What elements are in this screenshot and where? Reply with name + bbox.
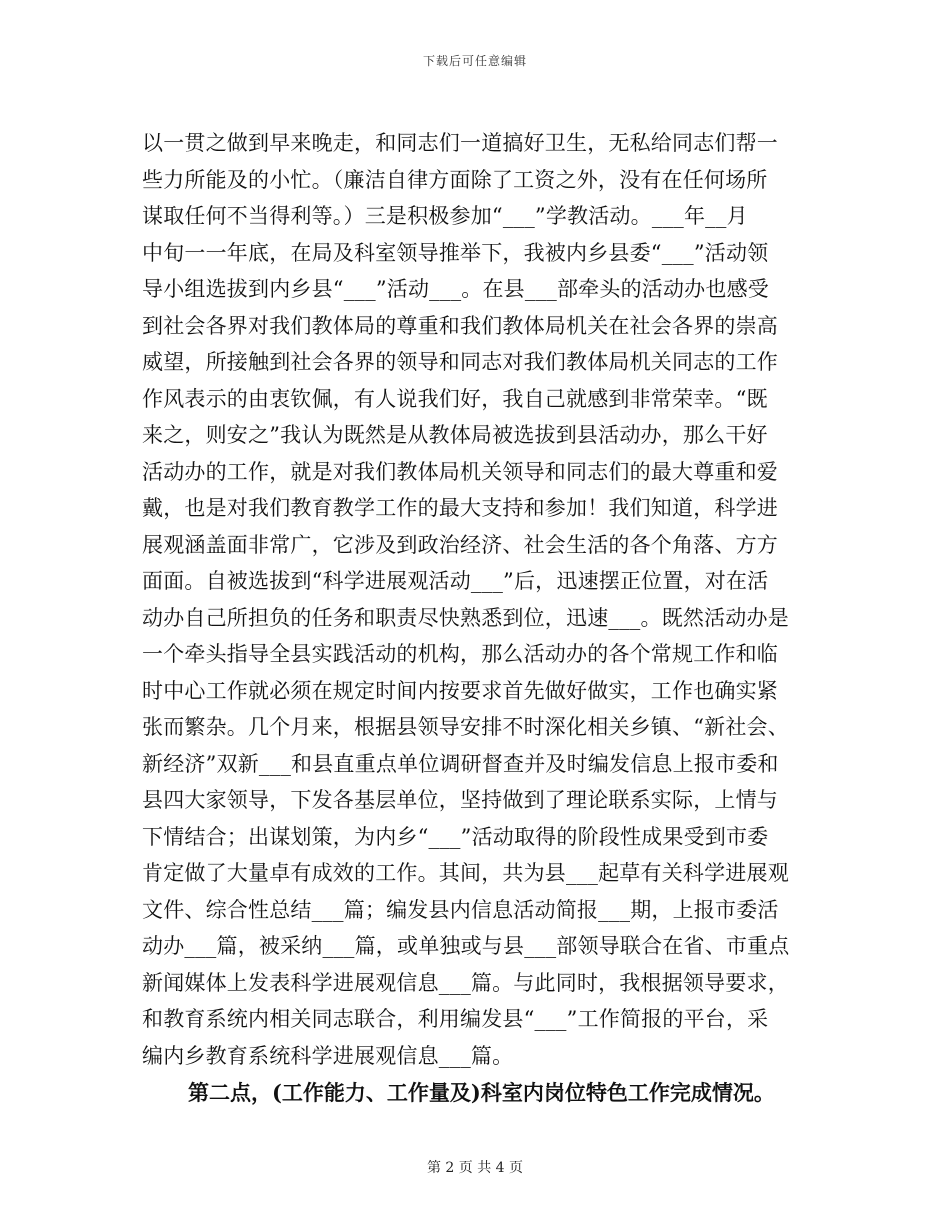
text-line: 些力所能及的小忙。（廉洁自律方面除了工资之外，没有在任何场所 xyxy=(142,167,768,192)
text-line: 新经济”双新___和县直重点单位调研督查并及时编发信息上报市委和 xyxy=(142,751,779,776)
text-line: 下情结合；出谋划策，为内乡“___”活动取得的阶段性成果受到市委 xyxy=(142,824,769,849)
text-line: 县四大家领导，下发各基层单位，坚持做到了理论联系实际，上情与 xyxy=(142,788,778,812)
text-line: 一个牵头指导全县实践活动的机构，那么活动办的各个常规工作和临 xyxy=(142,642,778,666)
text-line: 肯定做了大量卓有成效的工作。其间，共为县___起草有关科学进展观 xyxy=(142,861,789,885)
text-line: 戴，也是对我们教育教学工作的最大支持和参加！我们知道，科学进 xyxy=(142,496,778,520)
text-line: 活动办的工作，就是对我们教体局机关领导和同志们的最大尊重和爱 xyxy=(142,459,778,484)
text-line: 编内乡教育系统科学进展观信息___篇。 xyxy=(142,1043,514,1068)
text-line: 来之，则安之”我认为既然是从教体局被选拔到县活动办，那么干好 xyxy=(142,423,768,447)
text-line: 谋取任何不当得利等。）三是积极参加“___”学教活动。___年__月 xyxy=(142,204,748,228)
text-line: 作风表示的由衷钦佩，有人说我们好，我自己就感到非常荣幸。“既 xyxy=(142,386,768,411)
text-line: 导小组选拔到内乡县“___”活动___。在县___部牵头的活动办也感受 xyxy=(142,277,769,301)
text-line: 动办自己所担负的任务和职责尽快熟悉到位，迅速___。既然活动办是 xyxy=(142,605,789,630)
text-line: 中旬一一年底，在局及科室领导推举下，我被内乡县委“___”活动领 xyxy=(142,240,769,265)
section-heading: 第二点，(工作能力、工作量及)科室内岗位特色工作完成情况。 xyxy=(188,1080,775,1105)
text-line: 和教育系统内相关同志联合，利用编发县“___”工作简报的平台，采 xyxy=(142,1007,769,1031)
body-paragraph xyxy=(142,125,802,1074)
text-line: 到社会各界对我们教体局的尊重和我们教体局机关在社会各界的崇高 xyxy=(142,313,778,338)
text-line: 时中心工作就必须在规定时间内按要求首先做好做实，工作也确实紧 xyxy=(142,678,778,703)
page-header: 下载后可任意编辑 xyxy=(422,54,527,68)
text-line: 动办___篇，被采纳___篇，或单独或与县___部领导联合在省、市重点 xyxy=(142,934,790,958)
text-line: 以一贯之做到早来晚走，和同志们一道搞好卫生，无私给同志们帮一 xyxy=(142,131,778,155)
text-line: 张而繁杂。几个月来，根据县领导安排不时深化相关乡镇、“新社会、 xyxy=(142,715,789,739)
text-line: 新闻媒体上发表科学进展观信息___篇。与此同时，我根据领导要求， xyxy=(142,970,789,995)
page-number: 第 2 页 共 4 页 xyxy=(426,1160,524,1176)
text-line: 展观涵盖面非常广，它涉及到政治经济、社会生活的各个角落、方方 xyxy=(142,532,778,557)
text-line: 威望，所接触到社会各界的领导和同志对我们教体局机关同志的工作 xyxy=(142,350,778,374)
text-line: 面面。自被选拔到“科学进展观活动___”后，迅速摆正位置，对在活 xyxy=(142,569,769,593)
text-line: 文件、综合性总结___篇；编发县内信息活动简报___期，上报市委活 xyxy=(142,897,779,922)
